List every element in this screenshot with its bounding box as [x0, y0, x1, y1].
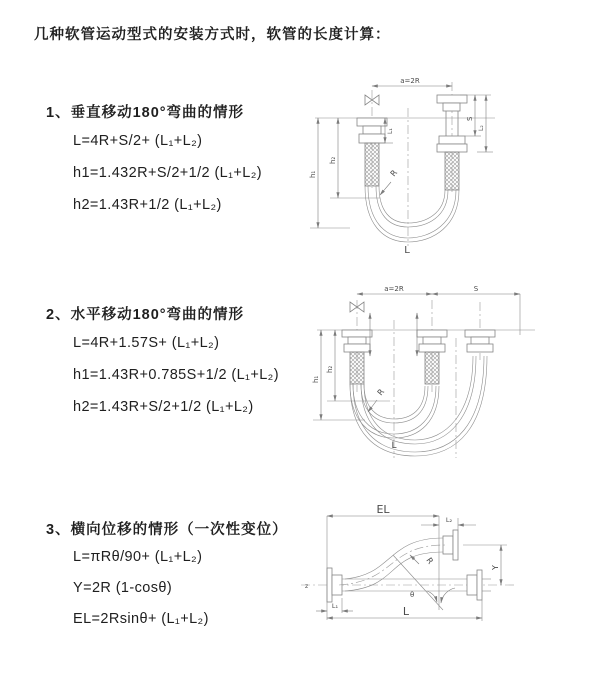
dim-label-el: EL: [376, 503, 390, 516]
radius-leader: [380, 182, 391, 195]
braided-hose-section: [425, 352, 439, 384]
dim-label-l2: L₂: [478, 125, 485, 131]
dim-label-s: S: [466, 116, 474, 121]
dim-label-y: Y: [491, 565, 500, 570]
right-flange: [467, 570, 491, 600]
left-pipe-fitting: [357, 118, 387, 186]
section1-formula-h2: h2=1.43R+1/2 (L₁+L₂): [73, 197, 222, 213]
dim-label-a2r: a=2R: [400, 77, 420, 85]
diagram-horizontal-180-bend: [305, 280, 597, 470]
page-title: 几种软管运动型式的安装方式时，软管的长度计算：: [34, 27, 391, 43]
dim-label-s: S: [473, 285, 479, 293]
left-pipe-fitting: [342, 330, 372, 384]
section3-formula-Y: Y=2R (1-cosθ): [73, 580, 173, 596]
hose-u-bend-original: [350, 384, 439, 438]
right-pipe-fitting: [465, 330, 495, 352]
braided-hose-section: [350, 352, 364, 384]
right-pipe-fitting: [437, 95, 467, 190]
upper-flange: [443, 530, 458, 560]
dim-label-l1: L₁: [331, 602, 339, 610]
dim-label-radius: R: [424, 555, 435, 566]
dim-label-l1: L₁: [387, 128, 394, 134]
dim-label-h1: h₁: [309, 170, 317, 178]
dim-label-h2: h₂: [326, 365, 334, 373]
section3-heading: 3、横向位移的情形（一次性变位）: [46, 522, 288, 538]
dim-label-length: L: [402, 605, 410, 618]
section2-heading: 2、水平移动180°弯曲的情形: [46, 307, 245, 323]
middle-pipe-fitting: [417, 330, 447, 384]
section1-heading: 1、垂直移动180°弯曲的情形: [46, 105, 245, 121]
diagram-lateral-displacement: [293, 498, 600, 668]
angle-label: θ: [410, 591, 415, 599]
braided-hose-section: [445, 152, 459, 190]
braided-hose-section: [365, 143, 379, 186]
dim-label-length: L: [404, 245, 410, 256]
dim-label-h1: h₁: [312, 375, 320, 383]
dim-label-l2: L₂: [445, 516, 453, 524]
section1-formula-L: L=4R+S/2+ (L₁+L₂): [73, 133, 203, 149]
section3-formula-L: L=πRθ/90+ (L₁+L₂): [73, 549, 203, 565]
angle-arc: [441, 588, 455, 603]
section2-formula-h1: h1=1.43R+0.785S+1/2 (L₁+L₂): [73, 367, 279, 383]
dim-label-radius: R: [388, 168, 400, 179]
section1-formula-h1: h1=1.432R+S/2+1/2 (L₁+L₂): [73, 165, 263, 181]
diagram-vertical-180-bend: [305, 70, 597, 268]
dim-label-h2: h₂: [329, 156, 337, 164]
hose-u-bend: [365, 186, 459, 242]
dim-label-a2r: a=2R: [384, 285, 404, 293]
angle-arc: [427, 591, 437, 602]
hose-u-bend-moved: [350, 356, 487, 456]
section2-formula-L: L=4R+1.57S+ (L₁+L₂): [73, 335, 220, 351]
dim-label-length: L: [391, 441, 397, 451]
break-mark: z: [305, 583, 309, 590]
section2-formula-h2: h2=1.43R+S/2+1/2 (L₁+L₂): [73, 399, 254, 415]
section3-formula-EL: EL=2Rsinθ+ (L₁+L₂): [73, 611, 209, 627]
dim-label-radius: R: [375, 387, 387, 398]
